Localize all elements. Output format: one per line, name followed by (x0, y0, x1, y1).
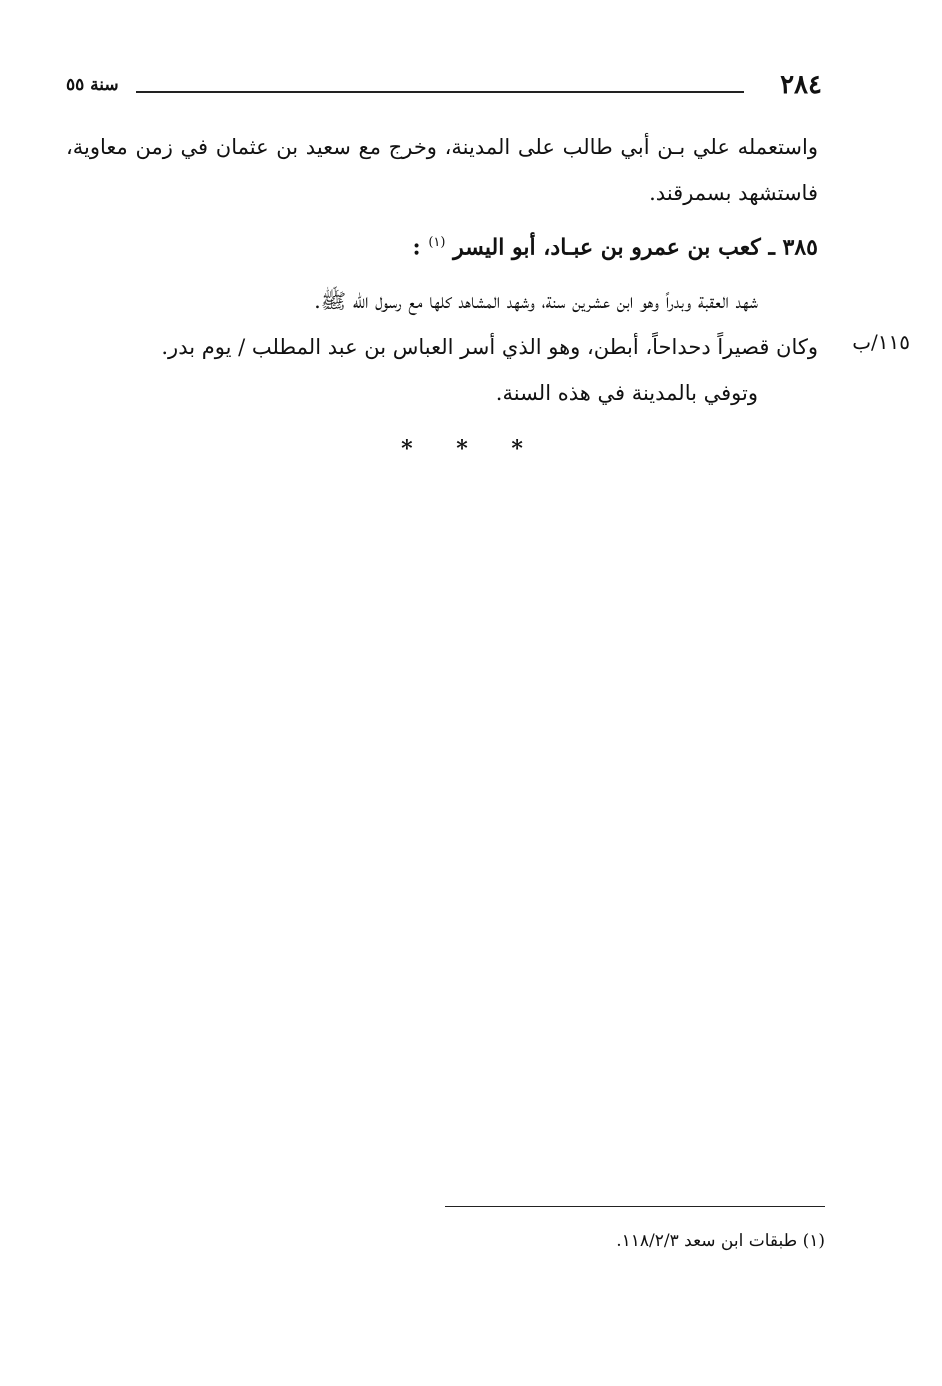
page-header (66, 66, 822, 106)
main-text (66, 124, 818, 416)
footnote: (١) طبقات ابن سعد ١١٨/٢/٣. (616, 1231, 825, 1251)
paragraph-2: شهد العقبة وبدراً وهو ابن عشرين سنة، وشهد المشاهد كلها مع رسول الله ﷺ. (314, 289, 758, 314)
footnote-reference: (١) (428, 235, 446, 250)
entry-heading-colon: : (412, 234, 421, 261)
paragraph-1: واستعمله علي بـن أبي طالب على المدينة، وخرج مع سعيد بن عثمان في زمن معاوية، فاستشهد بسمرقند. (66, 135, 818, 205)
entry-heading (66, 220, 818, 270)
running-head: سنة ٥٥ (66, 75, 119, 95)
paragraph-4: وتوفي بالمدينة في هذه السنة. (495, 381, 758, 406)
paragraph-3: وكان قصيراً دحداحاً، أبطن، وهو الذي أسر العباس بن عبد المطلب / يوم بدر. (161, 335, 818, 360)
page-number: ٢٨٤ (780, 70, 822, 100)
section-separator: * * * (401, 436, 541, 462)
header-rule (136, 91, 744, 93)
manuscript-folio-marker: ١١٥/ب (852, 330, 910, 354)
footnote-rule (445, 1206, 825, 1207)
entry-heading-text: ٣٨٥ ـ كعب بن عمرو بن عبـاد، أبو اليسر (453, 234, 818, 261)
